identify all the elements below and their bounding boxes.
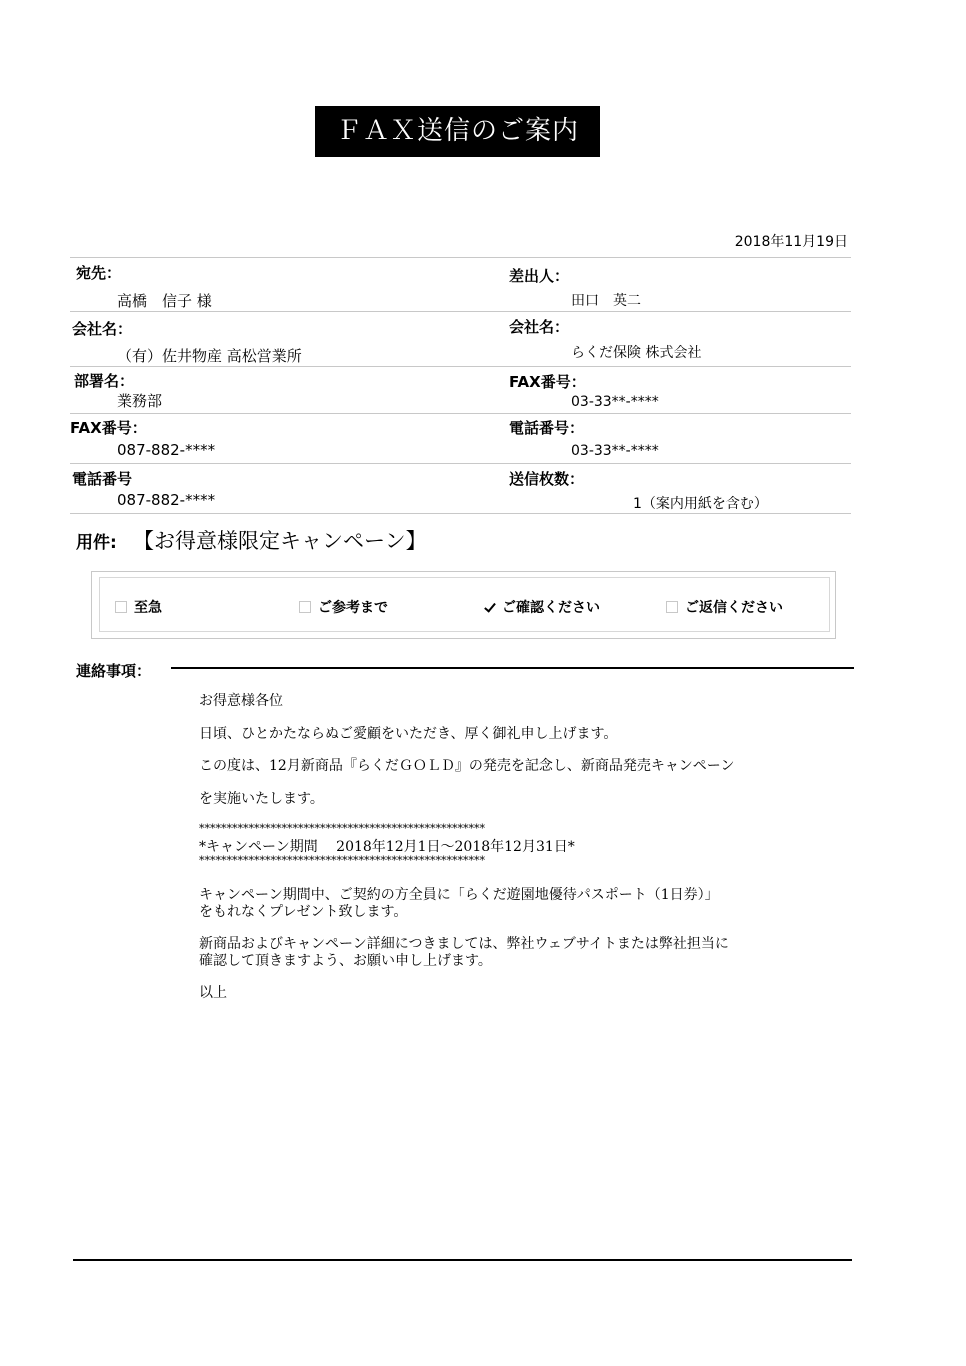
checkbox-label: 至急 bbox=[134, 600, 162, 616]
body-line: を実施いたします。 bbox=[199, 791, 324, 807]
recipient-fax-label: FAX番号： bbox=[70, 419, 147, 437]
sender-phone-label: 電話番号： bbox=[509, 419, 585, 437]
table-top-rule bbox=[70, 257, 851, 258]
addressee-label: 宛先： bbox=[76, 264, 122, 282]
subject-label: 用件: bbox=[76, 533, 117, 553]
checkbox-for-reference[interactable] bbox=[299, 597, 388, 617]
sender-value: 田口 英二 bbox=[571, 293, 641, 309]
sender-fax-label: FAX番号： bbox=[509, 373, 586, 391]
table-rule bbox=[70, 463, 851, 464]
notes-label: 連絡事項： bbox=[76, 662, 152, 680]
sender-label: 差出人： bbox=[509, 267, 570, 285]
checkbox-urgent[interactable] bbox=[115, 597, 162, 617]
checkbox-label: ご確認ください bbox=[502, 600, 600, 616]
table-rule bbox=[70, 413, 851, 414]
notes-divider bbox=[171, 667, 854, 669]
body-line: をもれなくプレゼント致します。 bbox=[199, 904, 408, 920]
closing-text: 以上 bbox=[199, 985, 227, 1001]
table-bottom-rule bbox=[70, 513, 851, 514]
document-title: ＦＡＸ送信のご案内 bbox=[315, 106, 600, 157]
recipient-company-label: 会社名： bbox=[72, 320, 133, 338]
department-value: 業務部 bbox=[117, 392, 163, 410]
checkbox-please-confirm[interactable] bbox=[483, 597, 600, 617]
body-line: 日頃、ひとかたならぬご愛顧をいただき、厚く御礼申し上げます。 bbox=[199, 726, 618, 742]
body-line: キャンペーン期間中、ご契約の方全員に「らくだ遊園地優待パスポート（1日券）」 bbox=[199, 887, 719, 903]
body-line: この度は、12月新商品『らくだＧＯＬＤ』の発売を記念し、新商品発売キャンペーン bbox=[199, 758, 735, 774]
status-checkbox-panel bbox=[91, 571, 836, 639]
pages-label: 送信枚数： bbox=[509, 470, 585, 488]
recipient-company-value: （有）佐井物産 高松営業所 bbox=[117, 347, 302, 365]
body-greeting: お得意様各位 bbox=[199, 693, 283, 709]
stars-bottom: **************************************************** bbox=[199, 854, 485, 867]
sender-company-value: らくだ保険 株式会社 bbox=[571, 345, 702, 361]
checkbox-box[interactable] bbox=[115, 601, 127, 613]
stars-top: **************************************************** bbox=[199, 822, 485, 835]
pages-value: 1（案内用紙を含む） bbox=[633, 496, 768, 512]
recipient-phone-value: 087-882-**** bbox=[117, 491, 216, 509]
sender-fax-value: 03-33**-**** bbox=[571, 394, 659, 410]
campaign-period: *キャンペーン期間 2018年12月1日～2018年12月31日* bbox=[199, 839, 575, 855]
body-line: 新商品およびキャンペーン詳細につきましては、弊社ウェブサイトまたは弊社担当に bbox=[199, 936, 729, 952]
table-rule bbox=[70, 366, 851, 367]
footer-rule bbox=[73, 1259, 852, 1261]
checkbox-box[interactable] bbox=[666, 601, 678, 613]
addressee-value: 高橋 信子 様 bbox=[117, 292, 212, 310]
checkbox-label: ご参考まで bbox=[318, 600, 388, 616]
checkbox-label: ご返信ください bbox=[685, 600, 783, 616]
sender-company-label: 会社名： bbox=[509, 318, 570, 336]
sender-phone-value: 03-33**-**** bbox=[571, 443, 659, 459]
table-rule bbox=[70, 311, 851, 312]
recipient-phone-label: 電話番号 bbox=[72, 470, 133, 488]
checkmark-icon[interactable] bbox=[483, 601, 495, 613]
department-label: 部署名： bbox=[74, 372, 135, 390]
body-line: 確認して頂きますよう、お願い申し上げます。 bbox=[199, 953, 492, 969]
document-date: 2018年11月19日 bbox=[734, 234, 848, 250]
checkbox-box[interactable] bbox=[299, 601, 311, 613]
recipient-fax-value: 087-882-**** bbox=[117, 441, 216, 459]
subject-value: 【お得意様限定キャンペーン】 bbox=[133, 529, 427, 553]
checkbox-please-reply[interactable] bbox=[666, 597, 783, 617]
